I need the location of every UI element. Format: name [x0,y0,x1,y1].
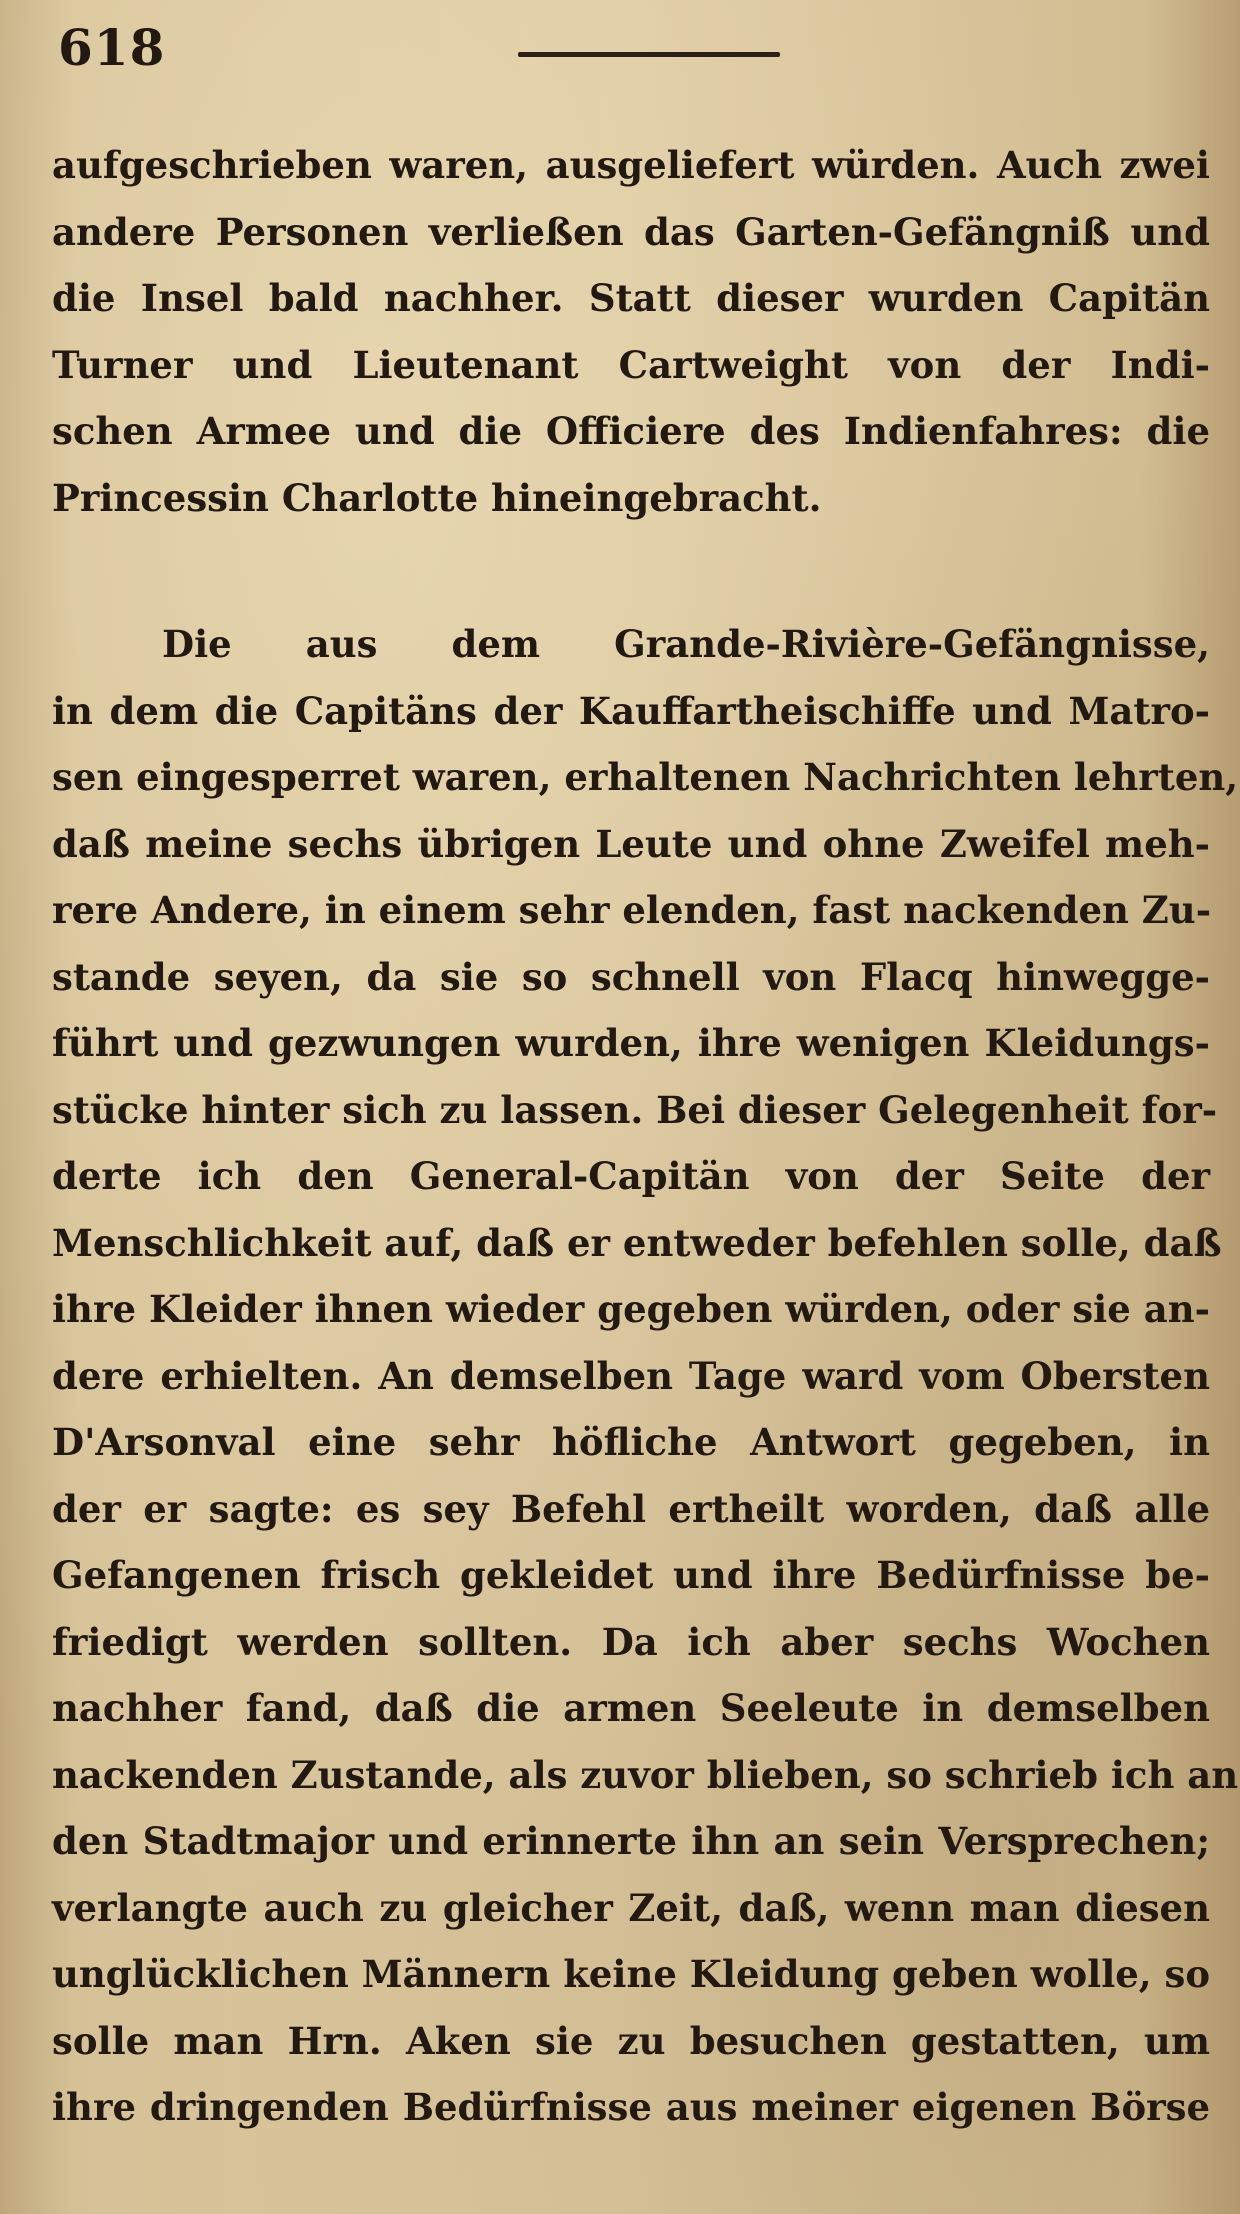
text-line: dere erhielten. An demselben Tage ward vom Obersten [52,1353,1210,1398]
paragraph-gap [52,531,1210,611]
text-line: andere Personen verließen das Garten-Gefängniß und [52,209,1210,254]
paragraph-2 [52,611,1239,2141]
text-line: daß meine sechs übrigen Leute und ohne Zweifel meh- [52,821,1210,866]
text-line: stücke hinter sich zu lassen. Bei dieser Gelegenheit for- [52,1087,1218,1132]
text-line: schen Armee und die Officiere des Indienfahres: die [52,409,1210,453]
text-line: führt und gezwungen wurden, ihre wenigen Kleidungs- [52,1021,1210,1065]
text-line: aufgeschrieben waren, ausgeliefert würden. Auch zwei [52,143,1210,187]
text-line: die Insel bald nachher. Statt dieser wurden Capitän [52,276,1210,320]
page-number: 618 [58,18,166,77]
text-line: ihre dringenden Bedürfnisse aus meiner eigenen Börse [52,2085,1210,2129]
text-line: derte ich den General-Capitän von der Seite der [52,1154,1210,1198]
text-line: unglücklichen Männern keine Kleidung geben wolle, so [52,1952,1211,1996]
text-line: D'Arsonval eine sehr höfliche Antwort gegeben, in [52,1420,1210,1464]
text-line: friedigt werden sollten. Da ich aber sechs Wochen [52,1619,1210,1664]
text-line: rere Andere, in einem sehr elenden, fast nackenden Zu- [52,888,1212,932]
header-rule [518,52,780,57]
text-line: solle man Hrn. Aken sie zu besuchen gestatten, um [52,2018,1210,2063]
body-text [52,132,1239,2141]
text-line: stande seyen, da sie so schnell von Flacq hinwegge- [52,954,1210,999]
text-line: Turner und Lieutenant Cartweight von der Indi- [52,342,1210,387]
text-line: Menschlichkeit auf, daß er entweder befehlen solle, daß [52,1220,1222,1265]
text-line: Princessin Charlotte hineingebracht. [52,475,822,520]
text-line: nachher fand, daß die armen Seeleute in demselben [52,1686,1210,1730]
text-line: nackenden Zustande, als zuvor blieben, so schrieb ich an [52,1752,1239,1797]
text-line: Gefangenen frisch gekleidet und ihre Bedürfnisse be- [52,1553,1210,1597]
text-line: sen eingesperret waren, erhaltenen Nachrichten lehrten, [52,755,1239,799]
text-line: den Stadtmajor und erinnerte ihn an sein Versprechen; [52,1819,1210,1863]
page-header [58,18,1180,98]
text-line: verlangte auch zu gleicher Zeit, daß, wenn man diesen [52,1885,1210,1930]
text-line: in dem die Capitäns der Kauffartheischiffe und Matro- [52,688,1210,733]
text-line: der er sagte: es sey Befehl ertheilt worden, daß alle [52,1486,1210,1531]
text-line: Die aus dem Grande-Rivière-Gefängnisse, [162,622,1210,666]
text-line: ihre Kleider ihnen wieder gegeben würden, oder sie an- [52,1287,1210,1331]
paragraph-1 [52,132,1210,531]
